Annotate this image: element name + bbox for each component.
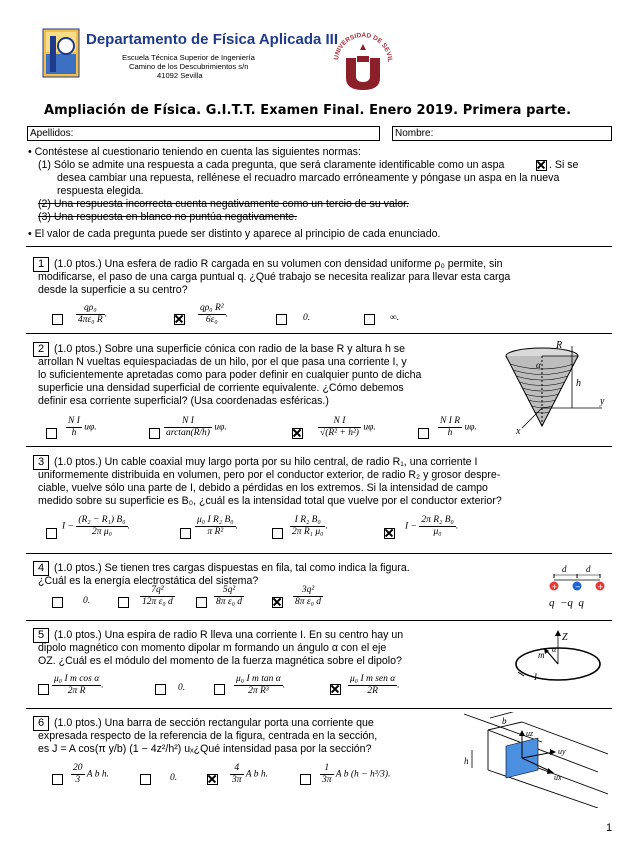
svg-text:h: h	[464, 756, 469, 766]
answer-checkbox[interactable]	[155, 684, 166, 695]
answer-option: $\frac{\text{7q²}}{\text{12π ε₀ d}}$	[142, 585, 173, 607]
dept-address-3: 41092 Sevilla	[157, 71, 203, 80]
answer-checkbox[interactable]	[46, 428, 57, 439]
answer-option: $\frac{\text{3q²}}{\text{8π ε₀ d}}$	[295, 585, 322, 607]
answer-checkbox[interactable]	[364, 314, 375, 325]
answer-option: I − $\frac{\text{(R₂ − R₁) B₀}}{\text{2π μ₀}}$ .	[62, 515, 130, 537]
question-text: (1.0 ptos.) Se tienen tres cargas dispuestas en fila, tal como indica la figura.	[54, 562, 410, 574]
dept-address-2: Camino de los Descubrimientos s/n	[129, 62, 249, 71]
answer-option: $\frac{\text{μ₀ I m sen α}}{2R}$ .	[350, 674, 400, 696]
university-seal	[330, 26, 396, 94]
question-text: modificarse, el paso de una carga puntual q. ¿Qué trabajo se necesita realizar para llevar esta carga	[38, 271, 511, 283]
svg-text:−: −	[575, 583, 581, 591]
divider	[26, 553, 612, 554]
question-text: ¿Cuál es la energía electrostática del sistema?	[38, 575, 259, 587]
svg-text:Z: Z	[562, 632, 568, 643]
answer-checkbox[interactable]	[272, 597, 283, 608]
charges-figure	[546, 562, 608, 612]
question-text: OZ. ¿Cuál es el módulo del momento de la fuerza magnética sobre el dipolo?	[38, 655, 402, 667]
divider	[26, 446, 612, 447]
answer-checkbox[interactable]	[149, 428, 160, 439]
svg-text:h: h	[576, 378, 581, 389]
answer-checkbox[interactable]	[292, 428, 303, 439]
svg-text:d: d	[562, 564, 567, 574]
dept-name: Departamento de Física Aplicada III	[86, 31, 339, 48]
svg-text:uy: uy	[558, 747, 566, 756]
answer-option: $\frac{20}{3}$ A b h.	[73, 763, 109, 785]
divider	[26, 620, 612, 621]
answer-option: $\frac{\text{N I}}{\text{√(R² + h²)}}$ uφ.	[320, 416, 376, 438]
answer-checkbox[interactable]	[52, 314, 63, 325]
question-text: es J = A cos(π y/b) (1 − 4z²/h²) uₓ¿Qué intensidad pasa por la sección?	[38, 743, 372, 755]
svg-text:α: α	[552, 645, 557, 654]
question-text: ciable, vuelve sólo una parte de I, debido a pérdidas en los extremos. Si la intensidad de campo	[38, 482, 488, 494]
question-number: 5	[33, 628, 49, 643]
answer-checkbox[interactable]	[196, 597, 207, 608]
dept-logo	[42, 28, 80, 78]
svg-text:d: d	[586, 564, 591, 574]
answer-checkbox[interactable]	[118, 597, 129, 608]
rule-1a: (1) Sólo se admite una respuesta a cada pregunta, que será claramente identificable como un aspa	[38, 159, 505, 171]
divider	[26, 246, 612, 247]
answer-option: $\frac{\text{μ₀ I m cos α}}{\text{2π R}}$ .	[54, 674, 104, 696]
answer-option: $\frac{\text{μ₀ I R₂ B₀}}{\text{π R²}}$ .	[197, 515, 238, 537]
answer-checkbox[interactable]	[46, 528, 57, 539]
answer-checkbox[interactable]	[272, 528, 283, 539]
question-number: 6	[33, 716, 49, 731]
answer-option: $\frac{\text{I R₂ B₀}}{\text{2π R₁ μ₀}}$ .	[292, 515, 328, 537]
answer-checkbox[interactable]	[52, 597, 63, 608]
question-number: 2	[33, 342, 49, 357]
answer-option: $\frac{\text{5q²}}{\text{8π ε₀ d}}$	[216, 585, 243, 607]
question-text: uniformemente distribuida en volumen, pero por el conductor exterior, de radio R₂ y grosor despre-	[38, 469, 501, 481]
answer-option: ∞.	[390, 313, 400, 323]
question-text: lo suficientemente apretadas como para poder definir en cualquier punto de dicha	[38, 369, 422, 381]
exam-title: Ampliación de Física. G.I.T.T. Examen Final. Enero 2019. Primera parte.	[44, 103, 572, 118]
answer-option: $\frac{\text{N I}}{\arctan(R/h)}$ uφ.	[166, 416, 227, 438]
question-text: (1.0 ptos.) Una espira de radio R lleva una corriente I. En su centro hay un	[54, 629, 404, 641]
question-text: (1.0 ptos.) Un cable coaxial muy largo porta por su hilo central, de radio R₁, una corriente I	[54, 456, 478, 468]
answer-checkbox[interactable]	[330, 684, 341, 695]
question-text: (1.0 ptos.) Una esfera de radio R cargada en su volumen con densidad uniforme ρ₀ permite, sin	[54, 258, 503, 270]
apellidos-field[interactable]	[27, 126, 380, 141]
rule-1c: desea cambiar una repuesta, rellénese el recuadro marcado erróneamente y póngase un aspa en la nueva	[57, 172, 560, 184]
svg-text:m: m	[538, 650, 545, 660]
nombre-label: Nombre:	[395, 128, 434, 139]
svg-text:R: R	[556, 340, 563, 351]
answer-option: $\frac{4}{3\pi}$ A b h.	[232, 763, 268, 785]
answer-checkbox[interactable]	[52, 774, 63, 785]
divider	[26, 708, 612, 709]
svg-text:x: x	[516, 426, 521, 437]
answer-option: 0.	[178, 683, 186, 693]
rule-1b: . Si se	[549, 159, 579, 171]
divider	[26, 333, 612, 334]
svg-text:α: α	[536, 360, 541, 370]
question-text: (1.0 ptos.) Sobre una superficie cónica con radio de la base R y altura h se	[54, 343, 405, 355]
rule-3: (3) Una respuesta en blanco no puntúa negativamente.	[38, 211, 298, 223]
question-text: dipolo magnético con momento dipolar m formando un ángulo α con el eje	[38, 642, 387, 654]
answer-checkbox[interactable]	[418, 428, 429, 439]
question-text: expresada respecto de la referencia de la figura, centrada en la sección,	[38, 730, 378, 742]
loop-figure	[508, 628, 608, 698]
answer-option: $\frac{\text{qρ₀ R²}}{\text{6ε₀}}$ .	[200, 303, 229, 325]
svg-text:ux: ux	[554, 773, 562, 782]
svg-text:+: +	[597, 583, 604, 591]
bar-figure	[462, 712, 608, 808]
answer-checkbox[interactable]	[140, 774, 151, 785]
answer-option: I − $\frac{\text{2π R₂ B₀}}{\text{μ₀}}$ .	[405, 515, 459, 537]
page-number: 1	[606, 822, 613, 834]
nombre-field[interactable]	[392, 126, 612, 141]
rule-1d: respuesta elegida.	[57, 185, 144, 197]
instructions-line: • Contéstese al cuestionario teniendo en cuenta las siguientes normas:	[28, 146, 361, 158]
answer-option: $\frac{1}{3\pi}$ A b (h − h³/3).	[322, 763, 391, 785]
answer-checkbox[interactable]	[174, 314, 185, 325]
svg-text:+: +	[551, 583, 558, 591]
answer-option: 0.	[170, 773, 178, 783]
apellidos-label: Apellidos:	[30, 128, 74, 139]
svg-text:uz: uz	[526, 729, 534, 738]
question-number: 3	[33, 455, 49, 470]
question-text: medido sobre su superficie es B₀, ¿cuál es la intensidad total que vuelve por el conductor exterior?	[38, 495, 502, 507]
answer-checkbox[interactable]	[207, 774, 218, 785]
cone-figure	[498, 338, 610, 444]
answer-option: $\frac{\text{qρ₀}}{\text{4πε₀ R}}$ .	[78, 303, 108, 325]
answer-option: $\frac{\text{N I}}{h}$ uφ.	[68, 416, 97, 438]
answer-option: $\frac{\text{N I R}}{h}$ uφ.	[440, 416, 477, 438]
svg-text:UNIVERSIDAD DE SEVILLA: UNIVERSIDAD DE SEVIL	[333, 31, 394, 63]
question-text: arrollan N vueltas equiespaciadas de un hilo, por el que pasa una corriente I, y	[38, 356, 407, 368]
question-number: 4	[33, 561, 49, 576]
answer-checkbox[interactable]	[276, 314, 287, 325]
question-text: desde la superficie a su centro?	[38, 284, 188, 296]
question-text: (1.0 ptos.) Una barra de sección rectangular porta una corriente que	[54, 717, 374, 729]
rule-2: (2) Una respuesta incorrecta cuenta negativamente como un tercio de su valor.	[38, 198, 409, 210]
question-text: superficie una densidad superficial de corriente equivalente. ¿Cómo debemos	[38, 382, 404, 394]
instructions-line-2: • El valor de cada pregunta puede ser distinto y aparece al principio de cada enunciado.	[28, 228, 441, 240]
answer-option: $\frac{\text{μ₀ I m tan α}}{\text{2π R³}}$ .	[236, 674, 286, 696]
answer-checkbox[interactable]	[38, 684, 49, 695]
answer-checkbox[interactable]	[180, 528, 191, 539]
svg-text:y: y	[600, 396, 605, 407]
answer-option: 0.	[83, 596, 91, 606]
svg-text:I: I	[534, 672, 537, 682]
answer-checkbox[interactable]	[300, 774, 311, 785]
svg-text:q −q q: q −q q	[549, 597, 584, 609]
answer-checkbox[interactable]	[384, 528, 395, 539]
svg-text:b: b	[502, 716, 507, 726]
question-number: 1	[33, 257, 49, 272]
dept-address-1: Escuela Técnica Superior de Ingeniería	[122, 53, 255, 62]
answer-checkbox[interactable]	[214, 684, 225, 695]
answer-option: 0.	[303, 313, 311, 323]
question-text: definir esa corriente superficial? (Usa coordenadas esféricas.)	[38, 395, 329, 407]
example-x-checkbox	[536, 160, 547, 171]
